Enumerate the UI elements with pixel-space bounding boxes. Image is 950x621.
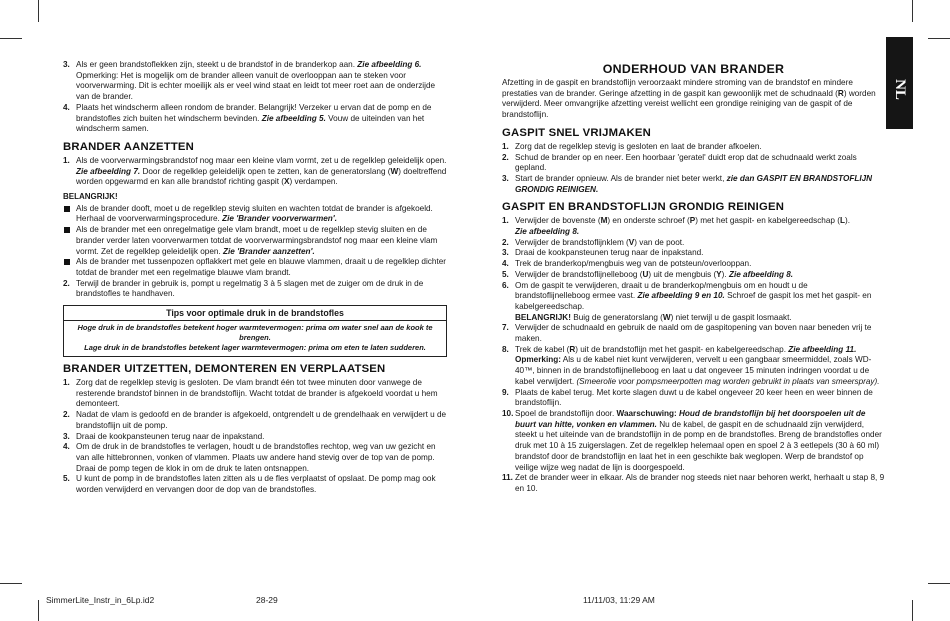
- language-tab: [886, 37, 913, 129]
- list-item: 4. Om de druk in de brandstofles te verlagen, houdt u de brandstofles rechtop, weg van uw gezicht en van alle hittebronnen, vonken of vlammen. Plaats uw andere hand stevig over de top van de pomp. Draai de pomp tegen de klok in om de druk te laten ontsnappen.: [63, 442, 436, 473]
- crop-mark: [38, 0, 39, 22]
- tips-box: [63, 305, 447, 357]
- tips-body: Hoge druk in de brandstofles betekent hoger warmtevermogen: prima om water snel aan de kook te brengen. Lage druk in de brandstofles betekent lager warmtevermogen: prima om eten te laten sudderen.: [77, 323, 433, 353]
- bullet-square-icon: [64, 227, 70, 233]
- section-heading: GASPIT SNEL VRIJMAKEN: [502, 126, 651, 139]
- list-item: 9. Plaats de kabel terug. Met korte slagen duwt u de kabel ongeveer 20 keer heen en weer binnen de brandstoflijn.: [502, 387, 873, 408]
- bullet-square-icon: [64, 259, 70, 265]
- list-item: 5. Verwijder de brandstoflijnelleboog (U) uit de mengbuis (Y). Zie afbeelding 8.: [502, 269, 794, 279]
- crop-mark: [928, 38, 950, 39]
- crop-mark: [912, 0, 913, 22]
- list-item: 4. Trek de branderkop/mengbuis weg van de potsteun/overlooppan.: [502, 259, 752, 269]
- section-heading: BRANDER AANZETTEN: [63, 140, 195, 153]
- list-item: 2. Terwijl de brander in gebruik is, pompt u regelmatig 3 à 5 slagen met de zuiger om de druk in de brandstofles te handhaven.: [63, 278, 424, 299]
- list-item: 1. Verwijder de bovenste (M) en onderste schroef (P) met het gaspit- en kabelgereedschap (L). Zie afbeelding 8.: [502, 216, 850, 237]
- list-item: 6. Om de gaspit te verwijderen, draait u de branderkop/mengbuis om en houdt u de brandstoflijnelleboog ermee vast. Zie afbeelding 9 en 10. Schroef de gaspit los met het gaspit- en kabelgereedschap. BELANGRIJK! Buig de generatorslang (W) niet terwijl u de gaspit losmaakt.: [502, 280, 872, 322]
- list-item: Als de brander met een onregelmatige gele vlam brandt, moet u de regelklep stevig sluiten en de brander verder laten voorverwarmen totdat de voorverwarmingsbrandstof nog maar een kleine vlam vormt. Zet de regelklep geleidelijk open. Zie 'Brander aanzetten'.: [63, 225, 447, 257]
- language-tab-label: NL: [892, 78, 908, 100]
- footer-date: 11/11/03, 11:29 AM: [583, 595, 655, 605]
- footer-filename: SimmerLite_Instr_in_6Lp.id2: [46, 595, 155, 605]
- intro-paragraph: Afzetting in de gaspit en brandstoflijn veroorzaakt mindere stroming van de brandstof en mindere prestaties van de brander. Geringe afzetting in de gaspit kan gewoonlijk met de schudnaald (R) worden verwijderd. Meer omvangrijke afzetting vereist wellicht een grondige reiniging van de gaspit of de brandstoflijn.: [502, 78, 876, 120]
- list-item: 3. Draai de kookpansteunen terug naar de inpakstand.: [63, 431, 265, 441]
- section-heading: GASPIT EN BRANDSTOFLIJN GRONDIG REINIGEN: [502, 201, 785, 214]
- crop-mark: [928, 583, 950, 584]
- crop-mark: [912, 600, 913, 621]
- list-item: 5. U kunt de pomp in de brandstofles laten zitten als u de fles verplaatst of opslaat. De pomp mag ook worden verwijderd en vervangen door de dop van de brandstofles.: [63, 474, 436, 495]
- list-item: Als de brander dooft, moet u de regelklep stevig sluiten en wachten totdat de brander is afgekoeld. Herhaal de voorverwarmingsprocedure. Zie 'Brander voorverwarmen'.: [63, 204, 447, 225]
- list-item: 3. Als er geen brandstoflekken zijn, steekt u de brandstof in de branderkop aan. Zie afbeelding 6. Opmerking: Het is mogelijk om de brander alleen vanuit de overlooppan aan te steken voor voorverwarming. Dit is echter moeilijk als er veel wind staat en leidt tot meer roet aan de onderzijde van de brander.: [63, 60, 436, 102]
- list-item: 4. Plaats het windscherm alleen rondom de brander. Belangrijk! Verzeker u ervan dat de pomp en de brandstofles zich buiten het windscherm bevinden. Zie afbeelding 5. Vouw de uiteinden van het windscherm samen.: [63, 102, 432, 134]
- left-column: [63, 60, 447, 496]
- list-item: 1. Als de voorverwarmingsbrandstof nog maar een kleine vlam vormt, zet u de regelklep geleidelijk open. Zie afbeelding 7. Door de regelklep geleidelijk open te zetten, kan de generatorslang (W) doeltreffend worden opgewarmd en kan alle brandstof richting gaspit (X) verdampen.: [63, 155, 447, 187]
- footer-pages: 28-29: [256, 595, 278, 605]
- section-heading: BRANDER UITZETTEN, DEMONTEREN EN VERPLAATSEN: [63, 363, 386, 376]
- list-item: 10. Spoel de brandstoflijn door. Waarschuwing: Houd de brandstoflijn bij het doorspoelen uit de buurt van hitte, vonken en vlammen. Nu de kabel, de gaspit en de schudnaald zijn verwijderd, steekt u het uiteinde van de brandstoflijn in de pomp en de brandstofles. Breng de brandstofles onder druk met 10 à 15 zuigerslagen. Zet de regelklep helemaal open en spoel 2 à 3 eetlepels (30 à 60 ml) brandstof door de brandstoflijn en laat het in een geschikte bak weglopen. Werp de brandstof op veilige wijze weg nadat de lijn is doorgespoeld.: [502, 408, 882, 472]
- list-item: 1. Zorg dat de regelklep stevig is gesloten en laat de brander afkoelen.: [502, 141, 762, 151]
- list-item: 8. Trek de kabel (R) uit de brandstoflijn met het gaspit- en kabelgereedschap. Zie afbeelding 11. Opmerking: Als u de kabel niet kunt verwijderen, vervelt u een gangbaar smeermiddel, zoals WD-40™, binnen in de brandstoflijnelleboog en laat u dat ongeveer 15 minuten indringen voordat u de kabel verwijdert. (Smeerolie voor pompsmeerpotten mag worden gebruikt in plaats van smeerspray).: [502, 344, 880, 386]
- crop-mark: [0, 583, 22, 584]
- list-item: Als de brander met tussenpozen opflakkert met gele en blauwe vlammen, draait u de regelklep dichter totdat de brander met een regelmatige blauwe vlam brandt.: [63, 257, 447, 278]
- list-item: 3. Draai de kookpansteunen terug naar de inpakstand.: [502, 248, 704, 258]
- list-item: 7. Verwijder de schudnaald en gebruik de naald om de gaspitopening van boven naar beneden vrij te maken.: [502, 323, 872, 344]
- important-label: BELANGRIJK!: [63, 192, 118, 202]
- list-item: 3. Start de brander opnieuw. Als de brander niet beter werkt, zie dan GASPIT EN BRANDSTOFLIJN GRONDIG REINIGEN.: [502, 173, 873, 194]
- tips-title: Tips voor optimale druk in de brandstofles: [64, 306, 446, 321]
- crop-mark: [0, 38, 22, 39]
- list-item: 2. Schud de brander op en neer. Een hoorbaar 'geratel' duidt erop dat de schudnaald werkt zoals gepland.: [502, 152, 857, 173]
- crop-mark: [38, 600, 39, 621]
- list-item: 2. Verwijder de brandstoflijnklem (V) van de poot.: [502, 237, 685, 247]
- list-item: 11. Zet de brander weer in elkaar. Als de brander nog steeds niet naar behoren werkt, herhaalt u stap 8, 9 en 10.: [502, 473, 885, 493]
- page-title: ONDERHOUD VAN BRANDER: [602, 62, 785, 76]
- bullet-square-icon: [64, 206, 70, 212]
- list-item: 2. Nadat de vlam is gedoofd en de brander is afgekoeld, ontgrendelt u de grendelhaak en verwijdert u de brandstoflijn uit de pomp.: [63, 410, 447, 430]
- important-bullets: [63, 204, 447, 279]
- right-column: [502, 60, 885, 495]
- intro-steps: [63, 60, 447, 135]
- list-item: 1. Zorg dat de regelklep stevig is gesloten. De vlam brandt één tot twee minuten door vanwege de resterende brandstof binnen in de brandstoflijn. Wacht totdat de brander is afgekoeld voordat u hem demonteert.: [63, 378, 438, 409]
